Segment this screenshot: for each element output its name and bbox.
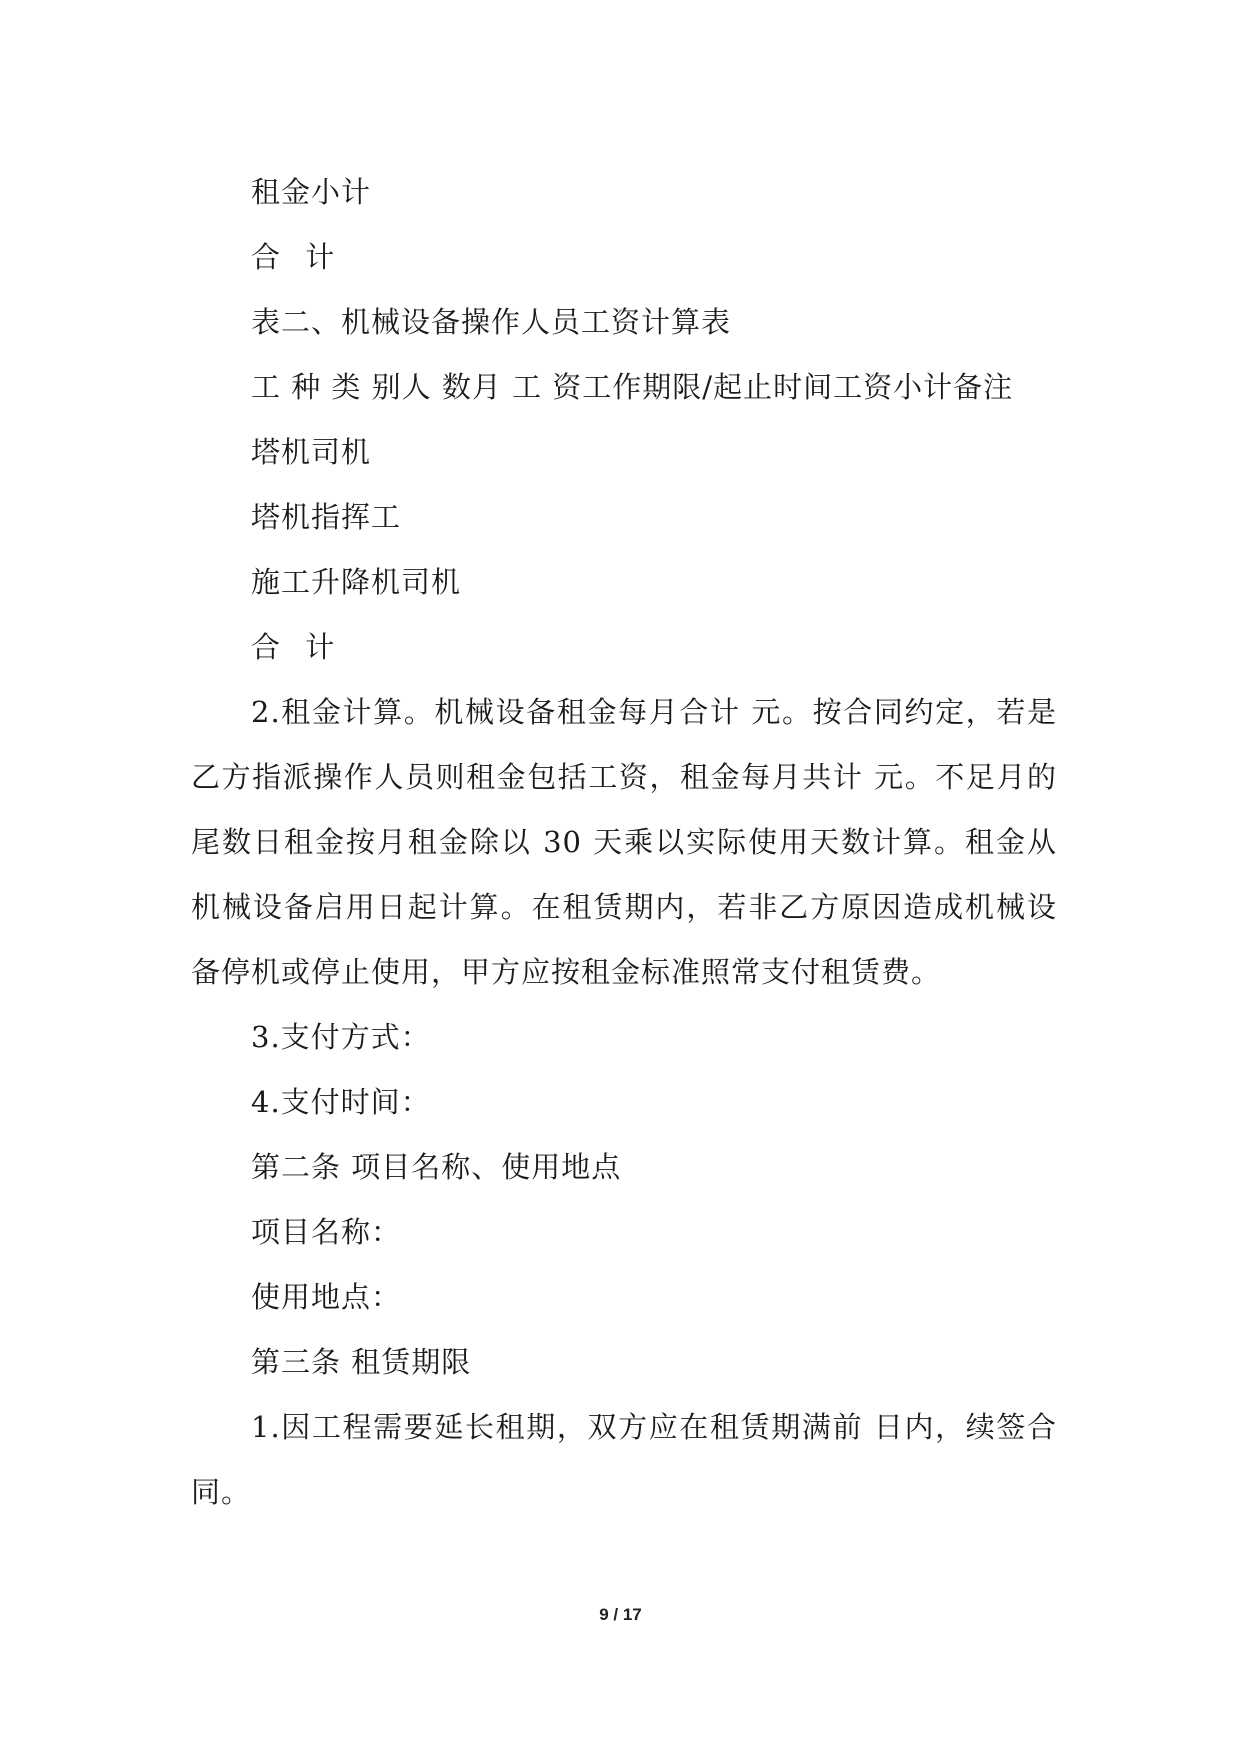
payment-method-line: 3.支付方式：	[251, 1020, 431, 1054]
project-name-line: 项目名称：	[251, 1215, 402, 1249]
rent-calculation-paragraph: 2.租金计算。机械设备租金每月合计 元。按合同约定，若是乙方指派操作人员则租金包括工资，租金每月共计 元。不足月的尾数日租金按月租金除以 30 天乘以实际使用天数计算。租金从机械设备启用日起计算。在租赁期内，若非乙方原因造成机械设备停机或停止使用，甲方应按租金标准照常支付租赁费。	[191, 695, 1057, 989]
usage-location-line: 使用地点：	[251, 1280, 402, 1314]
document-body	[191, 160, 1057, 1525]
page-number: 9 / 17	[599, 1605, 642, 1624]
rent-subtotal-line: 租金小计	[251, 175, 372, 209]
tower-crane-driver-line: 塔机司机	[251, 435, 372, 469]
tower-crane-signalman-line: 塔机指挥工	[251, 500, 402, 534]
lease-extension-paragraph: 1.因工程需要延长租期，双方应在租赁期满前 日内，续签合同。	[191, 1410, 1057, 1509]
table2-header: 工 种 类 别人 数月 工 资工作期限/起止时间工资小计备注	[251, 370, 1014, 404]
hoist-driver-line: 施工升降机司机	[251, 565, 462, 599]
article2-heading: 第二条 项目名称、使用地点	[251, 1150, 622, 1184]
payment-time-line: 4.支付时间：	[251, 1085, 431, 1119]
total-line: 合 计	[251, 240, 343, 274]
total-line-2: 合 计	[251, 630, 343, 664]
article3-heading: 第三条 租赁期限	[251, 1345, 472, 1379]
table2-title: 表二、机械设备操作人员工资计算表	[251, 305, 732, 339]
